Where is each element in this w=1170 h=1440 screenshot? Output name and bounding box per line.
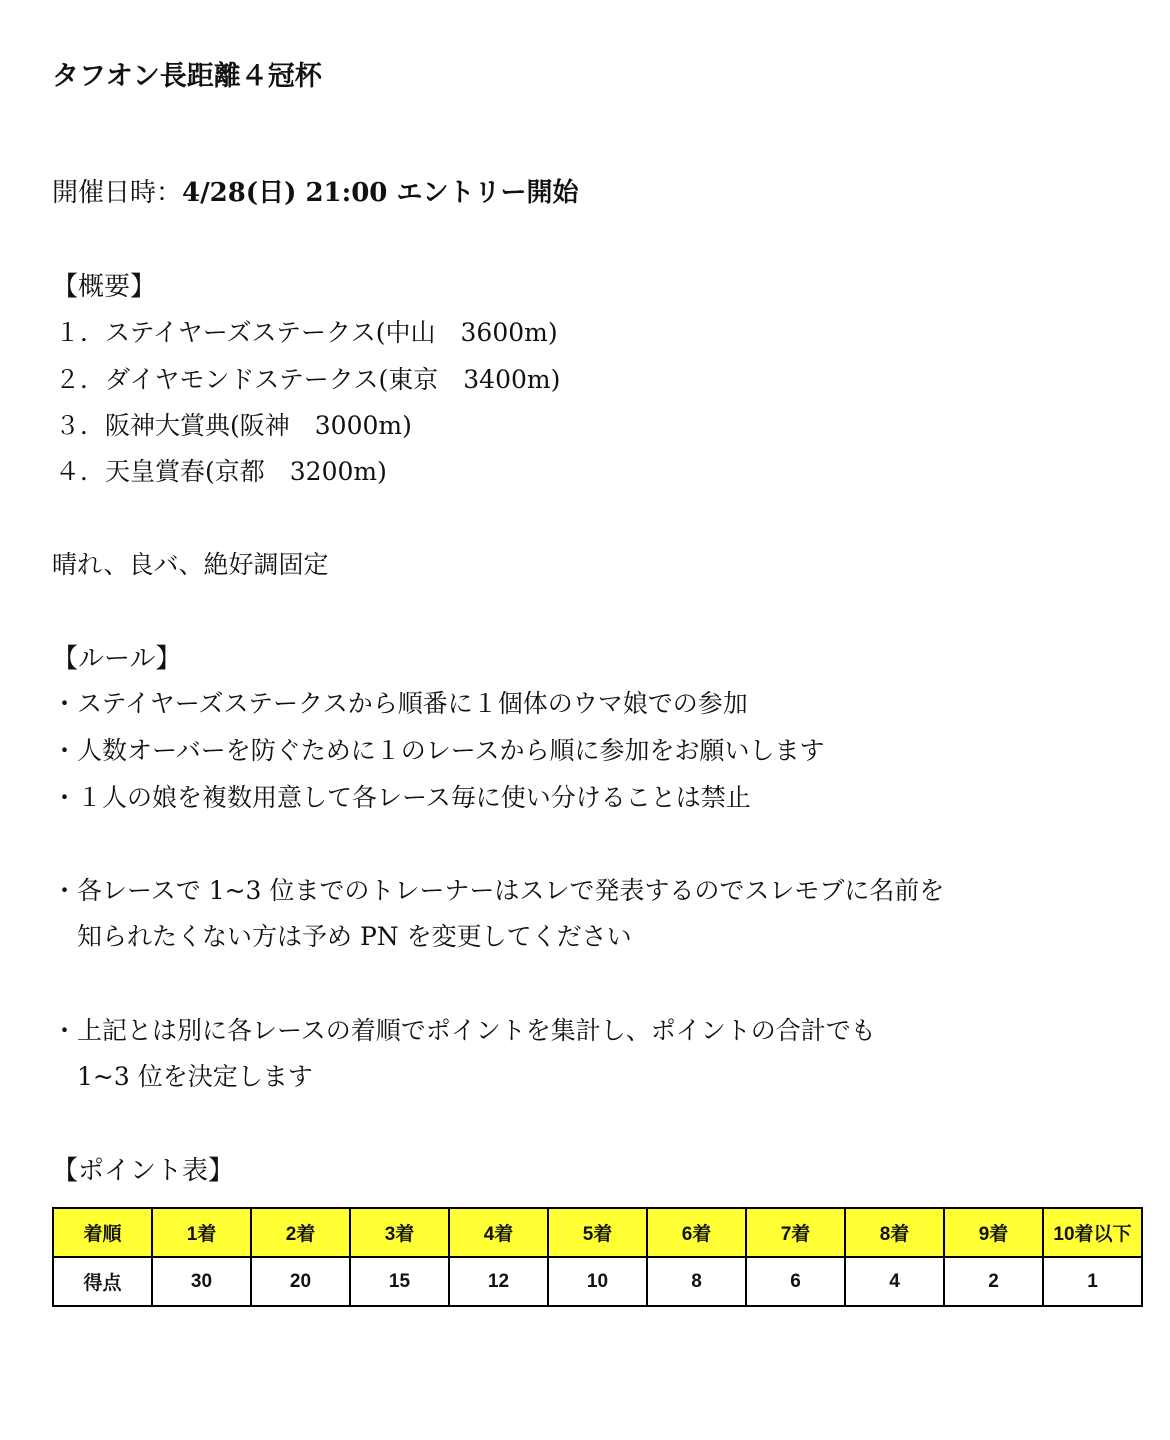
points-cell: 8 bbox=[647, 1257, 746, 1306]
place-cell: 7着 bbox=[746, 1208, 845, 1257]
points-heading: 【ポイント表】 bbox=[52, 1156, 235, 1186]
race-item bbox=[55, 360, 1170, 396]
points-cell: 10 bbox=[548, 1257, 647, 1306]
place-cell: 8着 bbox=[845, 1208, 944, 1257]
place-cell: 3着 bbox=[350, 1208, 449, 1257]
table-header-row bbox=[53, 1208, 1142, 1257]
race-item bbox=[55, 452, 1170, 488]
conditions-text: 晴れ、良バ、絶好調固定 bbox=[52, 550, 329, 579]
place-cell: 9着 bbox=[944, 1208, 1043, 1257]
place-cell: 5着 bbox=[548, 1208, 647, 1257]
place-cell: 2着 bbox=[251, 1208, 350, 1257]
place-cell: 10着以下 bbox=[1043, 1208, 1142, 1257]
rule-line: ・１人の娘を複数用意して各レース毎に使い分けることは禁止 bbox=[52, 783, 751, 812]
rules-heading: 【ルール】 bbox=[52, 644, 182, 674]
race-text: 天皇賞春(京都 3200m) bbox=[105, 457, 387, 486]
overview-heading: 【概要】 bbox=[52, 272, 157, 302]
race-text: ステイヤーズステークス(中山 3600m) bbox=[105, 318, 558, 347]
points-cell: 6 bbox=[746, 1257, 845, 1306]
race-item bbox=[55, 313, 1170, 349]
points-cell: 30 bbox=[152, 1257, 251, 1306]
points-cell: 20 bbox=[251, 1257, 350, 1306]
points-cell: 1 bbox=[1043, 1257, 1142, 1306]
rule-line: ・人数オーバーを防ぐために１のレースから順に参加をお願いします bbox=[52, 736, 825, 765]
race-number: ２． bbox=[55, 365, 106, 394]
event-label: 開催日時： bbox=[52, 178, 183, 208]
race-number: １． bbox=[55, 318, 106, 347]
rule-line: 1~3 位を決定します bbox=[52, 1062, 313, 1091]
points-cell: 15 bbox=[350, 1257, 449, 1306]
points-cell: 4 bbox=[845, 1257, 944, 1306]
rule-line: ・上記とは別に各レースの着順でポイントを集計し、ポイントの合計でも bbox=[52, 1016, 876, 1045]
event-date: 4/28(日) 21:00 エントリー開始 bbox=[182, 178, 579, 208]
race-number: ３． bbox=[55, 411, 106, 440]
points-cell: 2 bbox=[944, 1257, 1043, 1306]
race-text: ダイヤモンドステークス(東京 3400m) bbox=[105, 365, 561, 394]
points-table bbox=[52, 1207, 1143, 1307]
place-cell: 1着 bbox=[152, 1208, 251, 1257]
place-cell: 4着 bbox=[449, 1208, 548, 1257]
rule-line: ・ステイヤーズステークスから順番に１個体のウマ娘での参加 bbox=[52, 689, 748, 718]
row-label-points: 得点 bbox=[53, 1257, 152, 1306]
event-datetime bbox=[52, 172, 1170, 209]
row-label-place: 着順 bbox=[53, 1208, 152, 1257]
points-cell: 12 bbox=[449, 1257, 548, 1306]
rule-line: ・各レースで 1~3 位までのトレーナーはスレで発表するのでスレモブに名前を bbox=[52, 876, 945, 905]
race-number: ４． bbox=[55, 457, 106, 486]
page-title: タフオン長距離４冠杯 bbox=[52, 61, 322, 92]
table-row bbox=[53, 1257, 1142, 1306]
place-cell: 6着 bbox=[647, 1208, 746, 1257]
race-text: 阪神大賞典(阪神 3000m) bbox=[105, 411, 412, 440]
race-item bbox=[55, 406, 1170, 442]
rule-line: 知られたくない方は予め PN を変更してください bbox=[52, 922, 632, 951]
